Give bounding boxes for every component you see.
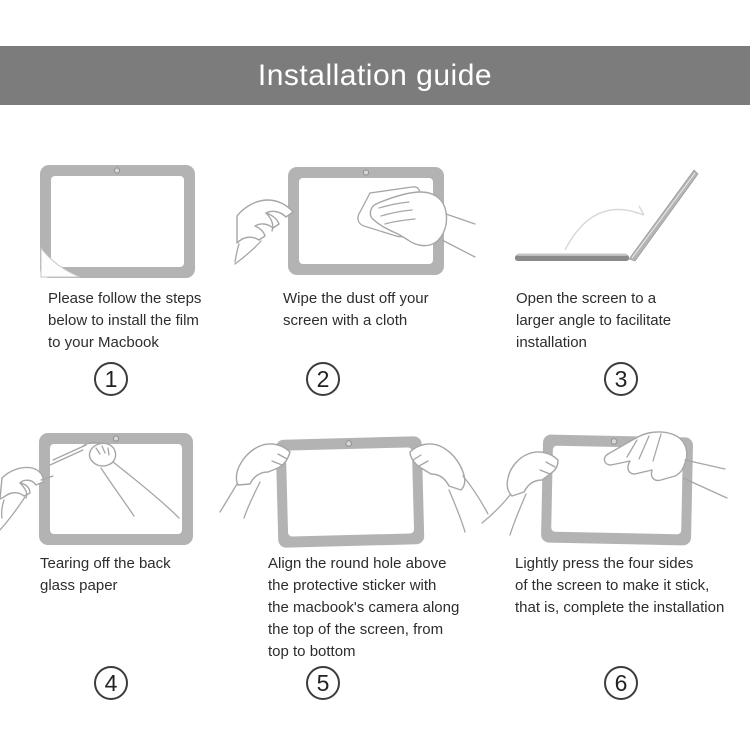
tear-back-paper-illustration bbox=[0, 428, 250, 550]
tablet-screen bbox=[286, 447, 414, 536]
left-hand-icon bbox=[237, 200, 293, 243]
arm-line bbox=[449, 490, 465, 532]
wipe-screen-illustration bbox=[235, 160, 475, 282]
step-number-3: 3 bbox=[604, 362, 638, 396]
caption-line: Tearing off the back bbox=[40, 555, 171, 572]
arrowhead-icon bbox=[634, 206, 644, 215]
caption-line: Align the round hole above bbox=[268, 555, 447, 572]
tablet-screen bbox=[51, 176, 184, 267]
page-title: Installation guide bbox=[257, 58, 493, 92]
step-4-caption bbox=[40, 553, 171, 597]
caption-line: Wipe the dust off your bbox=[283, 290, 429, 307]
step-2-caption bbox=[283, 288, 429, 332]
step-number-6: 6 bbox=[604, 666, 638, 700]
left-arm-line bbox=[235, 244, 239, 262]
caption-line: top to bottom bbox=[268, 643, 356, 660]
step-number-2: 2 bbox=[306, 362, 340, 396]
caption-line: of the screen to make it stick, bbox=[515, 577, 710, 594]
arm-line bbox=[510, 494, 526, 535]
press-film-illustration bbox=[480, 428, 750, 550]
screen-film-peel-illustration bbox=[30, 162, 205, 280]
open-laptop-illustration bbox=[505, 162, 740, 275]
caption-line: the macbook's camera along bbox=[268, 599, 460, 616]
caption-line: installation bbox=[516, 334, 587, 351]
step-number-5: 5 bbox=[306, 666, 340, 700]
arm-line bbox=[2, 500, 4, 518]
arm-line bbox=[442, 240, 475, 257]
arm-line bbox=[446, 214, 475, 224]
step-1-caption bbox=[48, 288, 201, 354]
caption-line: Lightly press the four sides bbox=[515, 555, 694, 572]
caption-line: the top of the screen, from bbox=[268, 621, 444, 638]
arm-line bbox=[482, 495, 510, 523]
caption-line: Open the screen to a bbox=[516, 290, 657, 307]
camera-hole-icon bbox=[113, 436, 118, 441]
left-hand-icon bbox=[0, 467, 43, 499]
caption-line: screen with a cloth bbox=[283, 312, 408, 329]
step-6-caption bbox=[515, 553, 724, 619]
caption-line: larger angle to facilitate bbox=[516, 312, 672, 329]
camera-hole-icon bbox=[346, 441, 352, 447]
step-3-caption bbox=[516, 288, 671, 354]
caption-line: below to install the film bbox=[48, 312, 199, 329]
laptop-base-highlight bbox=[517, 254, 627, 256]
arm-line bbox=[244, 482, 260, 518]
caption-line: to your Macbook bbox=[48, 334, 159, 351]
camera-hole-icon bbox=[363, 170, 368, 175]
step-5-caption bbox=[268, 553, 459, 663]
laptop-screen-edge-highlight bbox=[632, 173, 695, 258]
step-number-4: 4 bbox=[94, 666, 128, 700]
caption-line: that is, complete the installation bbox=[515, 599, 725, 616]
caption-line: Please follow the steps bbox=[48, 290, 202, 307]
banner bbox=[0, 46, 750, 105]
step-number-1: 1 bbox=[94, 362, 128, 396]
caption-line: glass paper bbox=[40, 577, 118, 594]
align-film-illustration bbox=[220, 428, 500, 550]
camera-hole-icon bbox=[114, 168, 119, 173]
camera-hole-icon bbox=[611, 439, 617, 445]
open-angle-arc bbox=[565, 210, 641, 251]
arm-line bbox=[220, 484, 237, 512]
caption-line: the protective sticker with bbox=[268, 577, 437, 594]
